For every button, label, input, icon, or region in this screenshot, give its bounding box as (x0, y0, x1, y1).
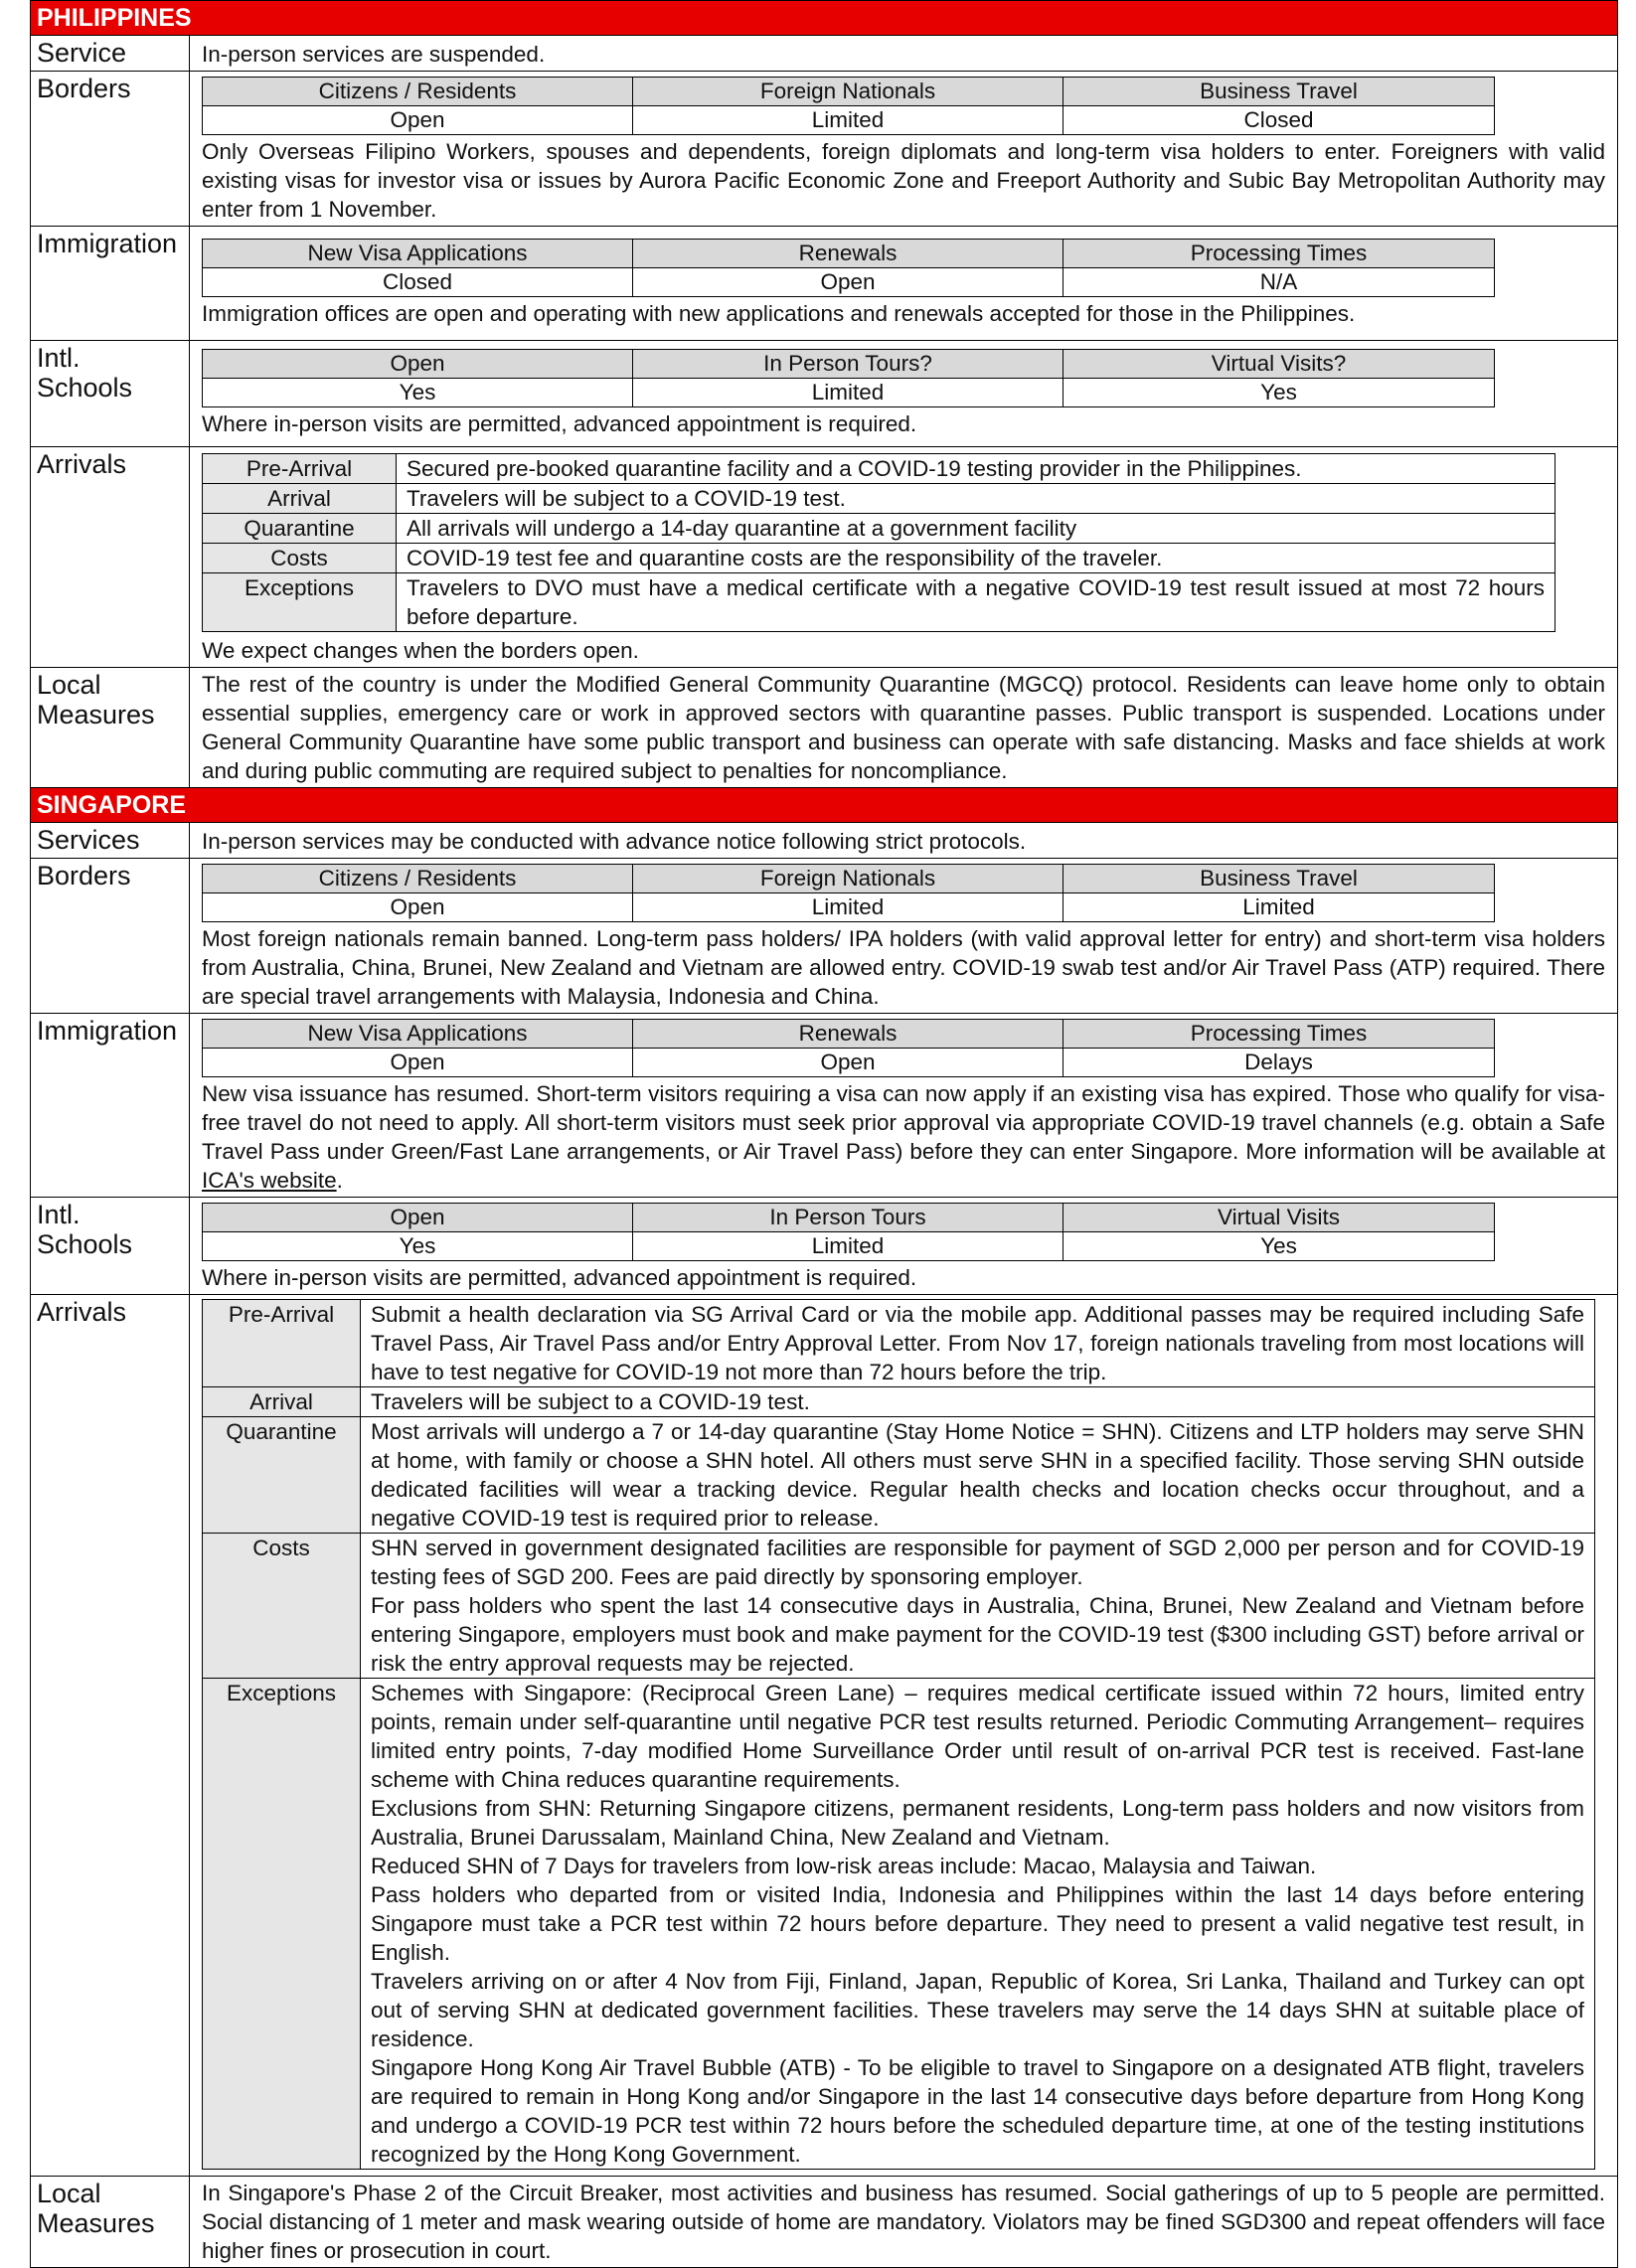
arrivals-table (202, 453, 1555, 632)
table-value-cell: Yes (1260, 380, 1297, 405)
arrivals-note: We expect changes when the borders open. (202, 638, 639, 663)
ica-website-link[interactable]: ICA's website (202, 1168, 337, 1193)
arrivals-value (361, 1387, 1594, 1416)
table-row (203, 484, 1554, 514)
row-label-services: Services (31, 823, 190, 858)
table-value-cell: Limited (633, 106, 1063, 134)
arrivals-paragraph: Most arrivals will undergo a 7 or 14-day quarantine (Stay Home Notice = SHN). Citizens and LTP holders may serve SHN at home, with family or choose a SHN hotel. All others must serve SHN in a specified facility. Those serving SHN outside dedicated facilities will wear a tracking device. Regular health checks and location checks occur throughout, and a negative COVID-19 test is required prior to release. (371, 1419, 1584, 1531)
table-header-cell: Virtual Visits? (1063, 350, 1494, 379)
table-row (203, 1387, 1594, 1417)
row-arrivals-sg (30, 1295, 1618, 2177)
arrivals-key: Costs (203, 544, 397, 572)
arrivals-value (361, 1534, 1594, 1678)
row-label-line: Intl. (37, 343, 81, 373)
row-services (30, 823, 1618, 859)
table-header-cell: Processing Times (1063, 1020, 1494, 1049)
immigration-body (190, 227, 1617, 340)
row-label-line: Local (37, 2179, 101, 2208)
schools-status-table (202, 349, 1495, 407)
arrivals-paragraph: Travelers will be subject to a COVID-19 test. (371, 1389, 810, 1414)
table-value-cell: Yes (1260, 1233, 1297, 1258)
row-label-arrivals: Arrivals (31, 447, 190, 667)
borders-status-table (202, 77, 1495, 135)
arrivals-paragraph: For pass holders who spent the last 14 consecutive days in Australia, China, Brunei, New Zealand and Vietnam before entering Singapore, employers must book and make payment for the COVID-19 test ($300 including GST) before arrival or risk the entry approval requests may be rejected. (371, 1593, 1584, 1676)
arrivals-value: Travelers to DVO must have a medical certificate with a negative COVID-19 test result issued at most 72 hours before departure. (407, 575, 1545, 629)
table-row (203, 514, 1554, 544)
table-header-cell: Citizens / Residents (203, 865, 633, 893)
table-header-cell: Renewals (633, 1020, 1063, 1049)
table-row (203, 544, 1554, 573)
table-row (203, 1300, 1594, 1387)
immigration-note-end: . (336, 1168, 343, 1193)
arrivals-paragraph: Exclusions from SHN: Returning Singapore citizens, permanent residents, Long-term pass holders and now visitors from Australia, Brunei Darussalam, Mainland China, New Zealand and Vietnam. (371, 1796, 1584, 1850)
row-label-local-measures (31, 2177, 190, 2267)
table-row (203, 1679, 1594, 2169)
borders-body (190, 72, 1617, 226)
arrivals-paragraph: Reduced SHN of 7 Days for travelers from low-risk areas include: Macao, Malaysia and Taiwan. (371, 1854, 1317, 1878)
arrivals-key: Arrival (203, 484, 397, 513)
borders-status-table (202, 864, 1495, 922)
arrivals-key: Costs (203, 1534, 361, 1678)
arrivals-paragraph: Singapore Hong Kong Air Travel Bubble (ATB) - To be eligible to travel to Singapore on a designated ATB flight, travelers are required to remain in Hong Kong and/or Singapore in the last 14 consecutive days before departure from Hong Kong and undergo a COVID-19 PCR test within 72 hours before the scheduled departure time, at one of the testing institutions recognized by the Hong Kong Government. (371, 2055, 1584, 2167)
row-label-local-measures (31, 668, 190, 787)
arrivals-value: Travelers will be subject to a COVID-19 test. (407, 486, 846, 511)
table-value-cell: Yes (203, 379, 633, 406)
row-label-borders: Borders (31, 859, 190, 1013)
table-value-cell: Limited (1242, 894, 1315, 919)
table-header-cell: Open (203, 350, 633, 379)
borders-note: Only Overseas Filipino Workers, spouses and dependents, foreign diplomats and long-term visa holders to enter. Foreigners with valid existing visas for investor visa or issues by Aurora Pacific Economic Zone and Freeport Authority and Subic Bay Metropolitan Authority may enter from 1 November. (202, 139, 1605, 222)
table-header-cell: Business Travel (1063, 78, 1494, 106)
arrivals-paragraph: Submit a health declaration via SG Arrival Card or via the mobile app. Additional passes may be required including Safe Travel Pass, Air Travel Pass and/or Entry Approval Letter. From Nov 17, foreign nationals traveling from most locations will have to test negative for COVID-19 not more than 72 hours before the trip. (371, 1302, 1584, 1384)
services-text: In-person services may be conducted with advance notice following strict protocols. (202, 829, 1027, 854)
row-local-measures-sg (30, 2177, 1618, 2268)
arrivals-key: Quarantine (203, 514, 397, 543)
row-borders (30, 72, 1618, 227)
row-label-line: Intl. (37, 1200, 81, 1229)
arrivals-paragraph: SHN served in government designated facilities are responsible for payment of SGD 2,000 per person and for COVID-19 testing fees of SGD 200. Fees are paid directly by sponsoring employer. (371, 1536, 1584, 1589)
table-header-cell: New Visa Applications (203, 240, 633, 268)
arrivals-key: Exceptions (203, 573, 397, 631)
arrivals-key: Pre-Arrival (203, 454, 397, 483)
table-row (203, 454, 1554, 484)
table-value-cell: Limited (633, 1232, 1063, 1260)
table-row (203, 1417, 1594, 1534)
table-header-cell: In Person Tours (633, 1204, 1063, 1232)
local-measures-text: In Singapore's Phase 2 of the Circuit Breaker, most activities and business has resumed. Social gatherings of up to 5 people are permitted. Social distancing of 1 meter and mask wearing outside of home are mandatory. Violators may be fined SGD300 and repeat offenders will face higher fines or prosecution in court. (202, 2181, 1605, 2263)
table-value-cell: Limited (633, 893, 1063, 921)
arrivals-body (190, 447, 1617, 667)
country-header-philippines: PHILIPPINES (30, 0, 1618, 36)
table-value-cell: Closed (1243, 107, 1314, 132)
row-label-arrivals: Arrivals (31, 1295, 190, 2176)
row-label-immigration: Immigration (31, 227, 190, 340)
schools-body (190, 341, 1617, 446)
service-text: In-person services are suspended. (202, 42, 546, 67)
table-header-cell: Renewals (633, 240, 1063, 268)
row-label-line: Local (37, 670, 101, 700)
table-value-cell: Open (633, 1049, 1063, 1076)
row-label-service: Service (31, 36, 190, 71)
row-label-line: Schools (37, 373, 133, 403)
table-value-cell: Open (633, 268, 1063, 296)
arrivals-value (361, 1300, 1594, 1386)
arrivals-value: COVID-19 test fee and quarantine costs are the responsibility of the traveler. (407, 546, 1163, 570)
table-value-cell: Open (203, 1049, 633, 1076)
row-label-line: Measures (37, 2208, 155, 2238)
country-header-singapore: SINGAPORE (30, 788, 1618, 823)
immigration-note-text: New visa issuance has resumed. Short-term visitors requiring a visa can now apply if an existing visa has expired. Those who qualify for visa-free travel do not need to apply. All short-term visitors must seek prior approval via appropriate COVID-19 travel channels (e.g. obtain a Safe Travel Pass under Green/Fast Lane arrangements, or Air Travel Pass) before they can enter Singapore. More information will be available at (202, 1081, 1605, 1164)
row-label-intl-schools (31, 341, 190, 446)
table-header-cell: In Person Tours? (633, 350, 1063, 379)
local-measures-text: The rest of the country is under the Modified General Community Quarantine (MGCQ) protocol. Residents can leave home only to obtain essential supplies, emergency care or work in approved sectors with quarantine passes. Public transport is suspended. Locations under General Community Quarantine have some public transport and business can operate with safe distancing. Masks and face shields at work and during public commuting are required subject to penalties for noncompliance. (202, 672, 1605, 783)
row-label-borders: Borders (31, 72, 190, 226)
table-value-cell: Delays (1244, 1050, 1313, 1074)
immigration-note (202, 1079, 1605, 1195)
row-label-immigration: Immigration (31, 1014, 190, 1197)
table-row (203, 1534, 1594, 1679)
row-service (30, 36, 1618, 72)
row-intl-schools (30, 341, 1618, 447)
schools-status-table (202, 1203, 1495, 1261)
schools-note: Where in-person visits are permitted, advanced appointment is required. (202, 411, 917, 436)
table-value-cell: Limited (633, 379, 1063, 406)
table-header-cell: Foreign Nationals (633, 865, 1063, 893)
arrivals-paragraph: Schemes with Singapore: (Reciprocal Green Lane) – requires medical certificate issued within 72 hours, limited entry points, remain under self-quarantine until negative PCR test results returned. Periodic Commuting Arrangement– requires limited entry points, 7-day modified Home Surveillance Order until result of on-arrival PCR test is received. Fast-lane scheme with China reduces quarantine requirements. (371, 1681, 1584, 1792)
row-label-line: Schools (37, 1229, 133, 1259)
table-value-cell: N/A (1259, 269, 1298, 294)
table-row (203, 573, 1554, 631)
borders-body (190, 859, 1617, 1013)
arrivals-table (202, 1299, 1595, 2170)
table-value-cell: Open (203, 106, 633, 134)
arrivals-value: All arrivals will undergo a 14-day quarantine at a government facility (407, 516, 1077, 541)
arrivals-paragraph: Pass holders who departed from or visited India, Indonesia and Philippines within the last 14 days before entering Singapore must take a PCR test within 72 hours before departure. They need to present a valid negative test result, in English. (371, 1882, 1584, 1965)
table-header-cell: Processing Times (1063, 240, 1494, 268)
row-local-measures (30, 668, 1618, 788)
immigration-status-table (202, 1019, 1495, 1077)
arrivals-paragraph: Travelers arriving on or after 4 Nov from Fiji, Finland, Japan, Republic of Korea, Sri Lanka, Thailand and Turkey can opt out of serving SHN at dedicated government facilities. These travelers may serve the 14 days SHN at suitable place of residence. (371, 1969, 1584, 2051)
arrivals-key: Quarantine (203, 1417, 361, 1533)
arrivals-value (361, 1679, 1594, 2169)
arrivals-value: Secured pre-booked quarantine facility and a COVID-19 testing provider in the Philippines. (407, 456, 1302, 481)
table-header-cell: New Visa Applications (203, 1020, 633, 1049)
immigration-note: Immigration offices are open and operating with new applications and renewals accepted for those in the Philippines. (202, 301, 1356, 326)
schools-note: Where in-person visits are permitted, advanced appointment is required. (202, 1265, 917, 1290)
row-immigration (30, 227, 1618, 341)
immigration-body (190, 1014, 1617, 1197)
table-header-cell: Open (203, 1204, 633, 1232)
arrivals-value (361, 1417, 1594, 1533)
table-header-cell: Citizens / Residents (203, 78, 633, 106)
row-immigration-sg (30, 1014, 1618, 1198)
table-header-cell: Foreign Nationals (633, 78, 1063, 106)
row-label-intl-schools (31, 1198, 190, 1294)
row-borders-sg (30, 859, 1618, 1014)
document-page (30, 0, 1618, 2268)
arrivals-key: Pre-Arrival (203, 1300, 361, 1386)
row-intl-schools-sg (30, 1198, 1618, 1295)
row-label-line: Measures (37, 700, 155, 729)
schools-body (190, 1198, 1617, 1294)
table-value-cell: Open (203, 893, 633, 921)
arrivals-key: Exceptions (203, 1679, 361, 2169)
table-value-cell: Yes (203, 1232, 633, 1260)
row-arrivals (30, 447, 1618, 668)
borders-note: Most foreign nationals remain banned. Long-term pass holders/ IPA holders (with valid approval letter for entry) and short-term visa holders from Australia, China, Brunei, New Zealand and Vietnam are allowed entry. COVID-19 swab test and/or Air Travel Pass (ATP) required. There are special travel arrangements with Malaysia, Indonesia and China. (202, 926, 1605, 1009)
table-header-cell: Virtual Visits (1063, 1204, 1494, 1232)
table-header-cell: Business Travel (1063, 865, 1494, 893)
immigration-status-table (202, 239, 1495, 297)
arrivals-body (190, 1295, 1617, 2176)
arrivals-key: Arrival (203, 1387, 361, 1416)
table-value-cell: Closed (203, 268, 633, 296)
